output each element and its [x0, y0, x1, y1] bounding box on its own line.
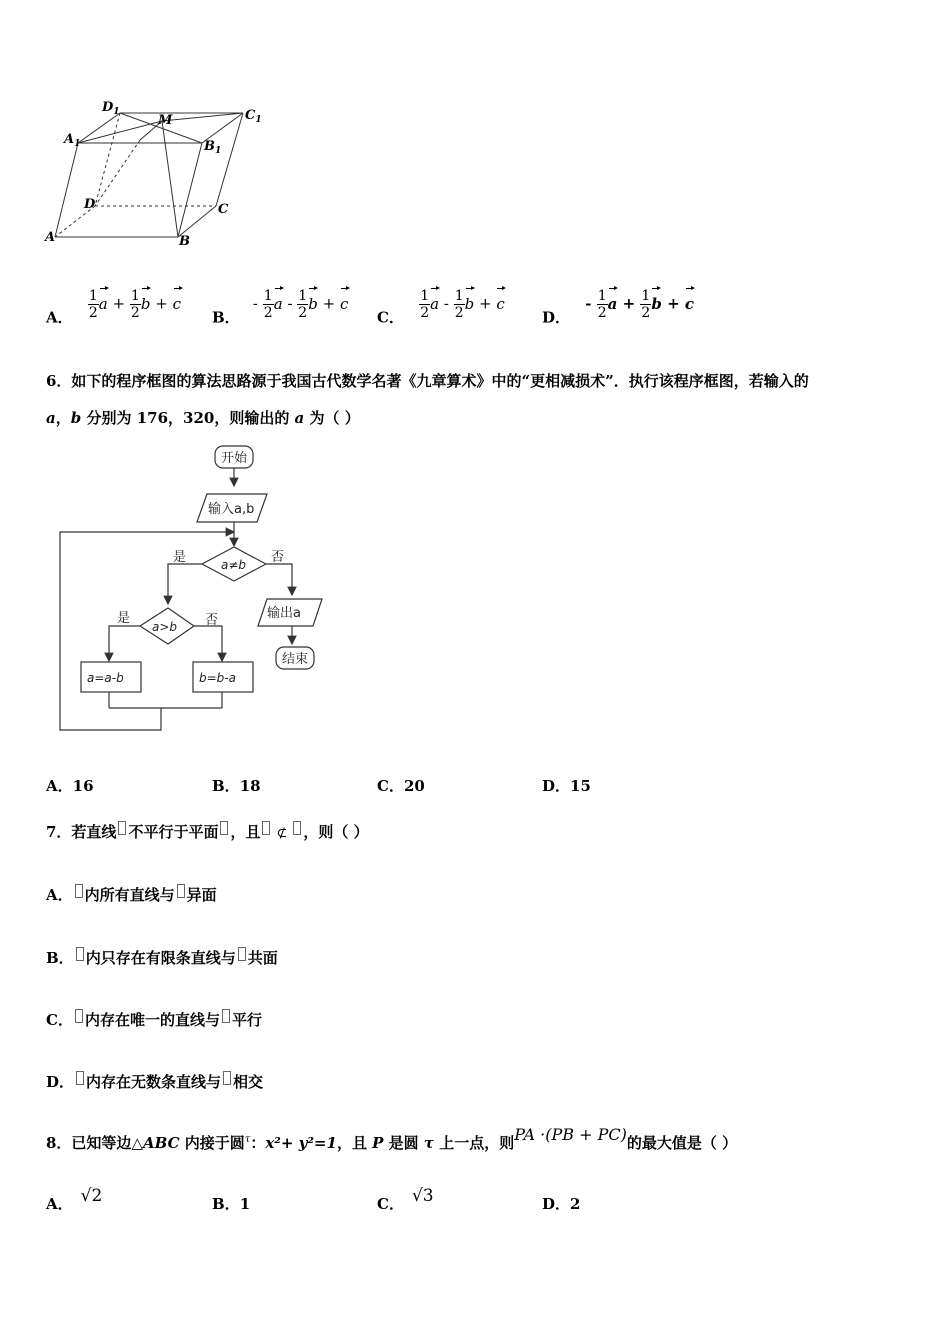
- flow-input-label: 输入a,b: [208, 502, 255, 517]
- q6-stem-line2: a，b 分别为 176，320，则输出的 a 为（ ）: [46, 409, 360, 427]
- flow-start-label: 开始: [221, 451, 248, 466]
- q8-option-a[interactable]: A． √2: [46, 1186, 103, 1213]
- q7-option-a[interactable]: A． 内所有直线与 异面: [46, 886, 217, 904]
- q5-option-a[interactable]: A． $\frac{1}{2}$ a + $\frac{1}{2}$ b + c: [46, 288, 181, 327]
- q6-option-c[interactable]: C．20: [377, 777, 425, 795]
- q5-option-b[interactable]: B． - $\frac{1}{2}$ a - $\frac{1}{2}$ b + c: [212, 288, 349, 327]
- flow-assign1-label: a=a-b: [87, 671, 124, 685]
- label-D: D: [84, 197, 96, 212]
- flow-yes1-label: 是: [173, 550, 187, 565]
- q6-stem-line1: 6．如下的程序框图的算法思路源于我国古代数学名著《九章算术》中的“更相减损术”．执行该程序框图，若输入的: [46, 372, 809, 390]
- label-C1: $C_1$: [245, 108, 262, 125]
- flow-assign2-label: b=b-a: [199, 671, 236, 685]
- parallelepiped-figure: [40, 95, 280, 255]
- label-A1: $A_1$: [64, 132, 81, 149]
- q6-option-a[interactable]: A．16: [46, 777, 94, 795]
- q8-option-c[interactable]: C． √3: [377, 1186, 434, 1213]
- q7-option-c[interactable]: C． 内存在唯一的直线与 平行: [46, 1011, 262, 1029]
- q6-option-b[interactable]: B．18: [212, 777, 261, 795]
- q7-stem: 7．若直线 不平行于平面 ，且 ⊄ ，则（ ）: [46, 823, 369, 841]
- label-D1: $D_1$: [102, 100, 120, 117]
- q8-option-b[interactable]: B．1: [212, 1195, 251, 1213]
- flow-output-label: 输出a: [267, 606, 301, 621]
- flow-no2-label: 否: [205, 613, 219, 628]
- label-B: B: [179, 234, 190, 249]
- flowchart: [55, 440, 345, 735]
- label-C: C: [218, 202, 229, 217]
- label-B1: $B_1$: [204, 139, 222, 156]
- q5-option-c[interactable]: C． $\frac{1}{2}$ a - $\frac{1}{2}$ b + c: [377, 288, 505, 327]
- q8-option-d[interactable]: D．2: [542, 1195, 581, 1213]
- flow-no1-label: 否: [271, 550, 285, 565]
- q6-option-d[interactable]: D．15: [542, 777, 591, 795]
- q8-expression: PA ·(PB + PC): [514, 1125, 627, 1144]
- label-A: A: [45, 230, 56, 245]
- q7-option-b[interactable]: B． 内只存在有限条直线与 共面: [46, 949, 278, 967]
- q5-option-d[interactable]: D． - $\frac{1}{2}$ a + $\frac{1}{2}$ b + c: [542, 288, 695, 327]
- q7-option-d[interactable]: D． 内存在无数条直线与 相交: [46, 1073, 264, 1091]
- flow-cond2-label: a>b: [152, 620, 178, 634]
- flow-end-label: 结束: [282, 652, 309, 667]
- flow-cond1-label: a≠b: [221, 558, 247, 572]
- q8-stem: 8．已知等边△ABC 内接于圆$^\tau$：x²+ y²=1，且 P 是圆 τ 上一点，则PA ·(PB + PC)的最大值是（ ）: [46, 1125, 738, 1152]
- flow-yes2-label: 是: [117, 611, 131, 626]
- label-M: M: [158, 113, 173, 128]
